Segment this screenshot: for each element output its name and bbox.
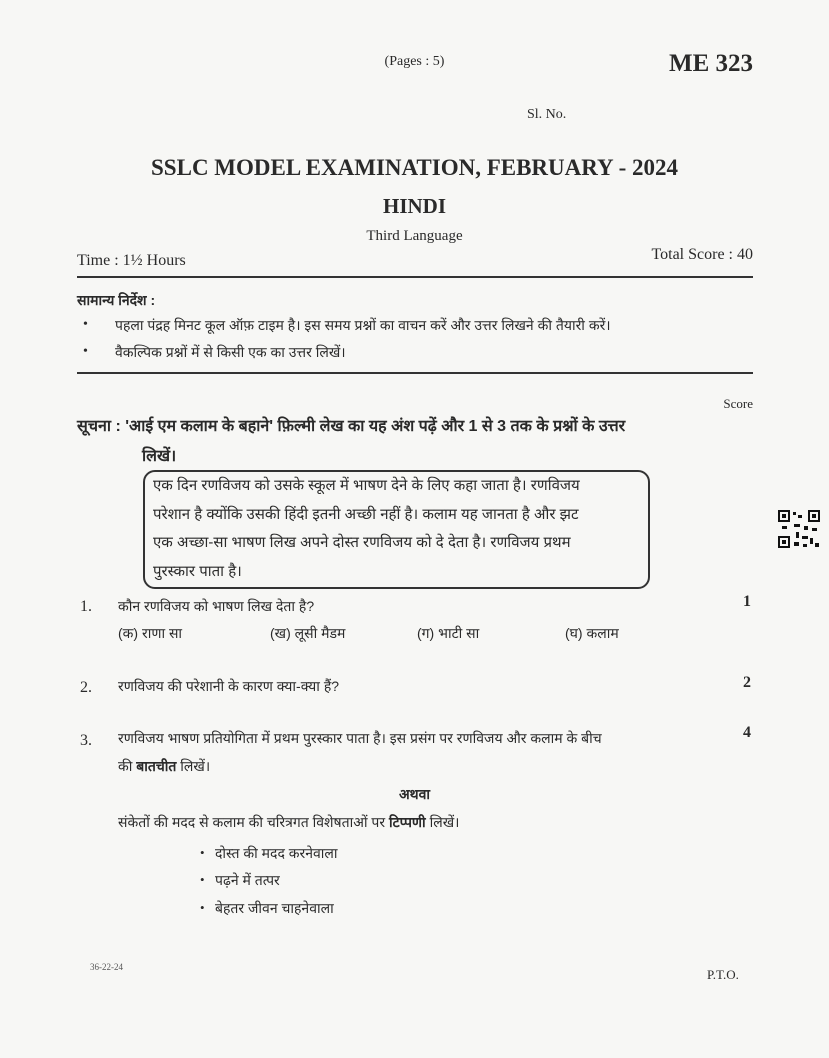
footer-code: 36-22-24 [90, 962, 123, 972]
question-text: रणविजय की परेशानी के कारण क्या-क्या हैं? [118, 678, 340, 694]
passage-line: एक दिन रणविजय को उसके स्कूल में भाषण देने के लिए कहा जाता है। रणविजय [153, 477, 580, 494]
or-label: अथवा [398, 786, 431, 802]
pages-count: (Pages : 5) [384, 54, 445, 69]
hint-item: पढ़ने में तत्पर [215, 872, 280, 888]
question-score: 1 [743, 593, 751, 610]
question-score: 4 [743, 724, 751, 741]
divider [77, 276, 753, 278]
passage-line: पुरस्कार पाता है। [153, 563, 242, 580]
alternative-question [118, 813, 459, 832]
emphasis: टिप्पणी [388, 814, 426, 830]
instructions-heading: सामान्य निर्देश : [77, 292, 156, 308]
question-number: 3. [80, 732, 92, 749]
question-text-line2 [118, 757, 210, 776]
passage-box [143, 470, 650, 589]
bullet-icon: • [200, 900, 205, 915]
score-column-label: Score [723, 396, 753, 411]
bullet-icon: • [83, 344, 88, 359]
option: (ख) लूसी मैडम [270, 625, 346, 641]
passage-line: एक अच्छा-सा भाषण लिख अपने दोस्त रणविजय को दे देता है। रणविजय प्रथम [153, 534, 571, 551]
text: की [118, 758, 137, 774]
option: (घ) कलाम [565, 625, 619, 641]
please-turn-over: P.T.O. [707, 967, 739, 982]
text: लिखें। [425, 814, 460, 830]
question-score: 2 [743, 674, 751, 691]
instruction-item: पहला पंद्रह मिनट कूल ऑफ़ टाइम है। इस समय प्रश्नों का वाचन करें और उत्तर लिखने की तैयारी करें। [115, 317, 611, 333]
qr-code-icon [778, 510, 820, 548]
question-number: 1. [80, 598, 92, 615]
option: (ग) भाटी सा [417, 625, 480, 641]
question-text: कौन रणविजय को भाषण लिख देता है? [118, 598, 315, 614]
divider [77, 372, 753, 374]
instruction-item: वैकल्पिक प्रश्नों में से किसी एक का उत्तर लिखें। [115, 344, 346, 360]
text: संकेतों की मदद से कलाम की चरित्रगत विशेषताओं पर [118, 814, 389, 830]
question-number: 2. [80, 679, 92, 696]
option: (क) राणा सा [118, 625, 183, 641]
hint-item: बेहतर जीवन चाहनेवाला [215, 900, 334, 916]
bullet-icon: • [200, 872, 205, 887]
language-label: Third Language [366, 228, 463, 244]
paper-code: ME 323 [668, 50, 753, 77]
passage-line: परेशान है क्योंकि उसकी हिंदी इतनी अच्छी नहीं है। कलाम यह जानता है और झट [153, 506, 579, 523]
emphasis: बातचीत [136, 758, 177, 774]
hint-item: दोस्त की मदद करनेवाला [215, 845, 338, 861]
bullet-icon: • [200, 845, 205, 860]
question-text: रणविजय भाषण प्रतियोगिता में प्रथम पुरस्कार पाता है। इस प्रसंग पर रणविजय और कलाम के बीच [118, 730, 602, 746]
subject-title: HINDI [382, 194, 446, 218]
exam-title: SSLC MODEL EXAMINATION, FEBRUARY - 2024 [151, 155, 678, 180]
notice-line: सूचना : 'आई एम कलाम के बहाने' फ़िल्मी लेख का यह अंश पढ़ें और 1 से 3 तक के प्रश्नों के उत्तर [77, 418, 626, 435]
notice-line: लिखें। [142, 448, 177, 465]
time-label: Time : 1½ Hours [77, 252, 186, 269]
text: लिखें। [176, 758, 211, 774]
serial-number-label: Sl. No. [527, 107, 567, 122]
total-score-label: Total Score : 40 [651, 246, 753, 263]
bullet-icon: • [83, 317, 88, 332]
